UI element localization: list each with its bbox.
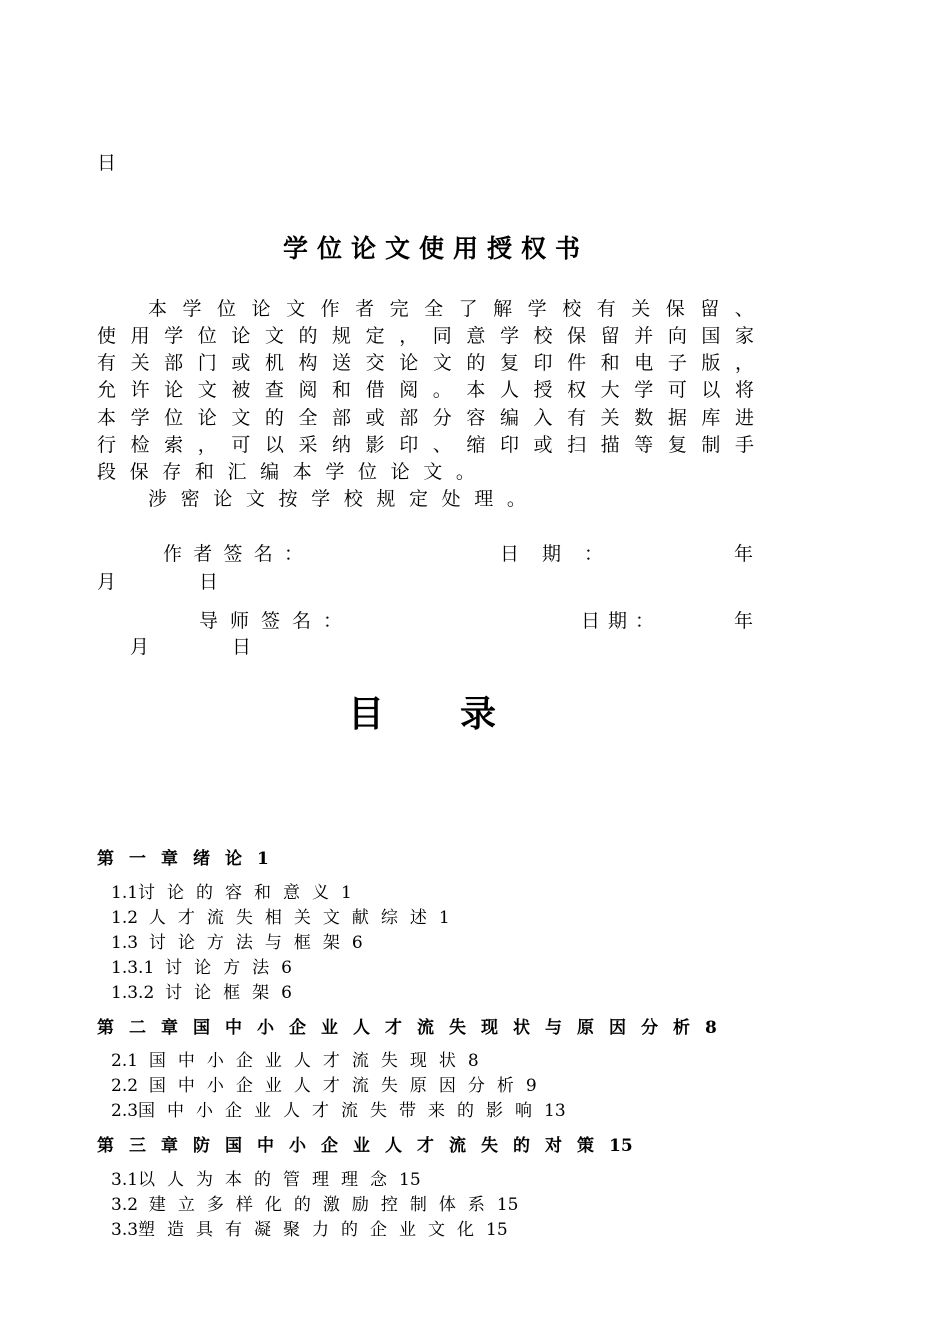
toc-entry-3-2[interactable] xyxy=(111,1190,519,1215)
toc-entry-title: 讨论框架 xyxy=(165,983,282,1003)
toc-entry-number: 2.3 xyxy=(111,1101,139,1121)
toc-entry-page: 6 xyxy=(281,983,292,1003)
toc-entry-number: 2.1 xyxy=(111,1051,139,1071)
advisor-date-label: 日 期 ： xyxy=(581,610,654,632)
toc-entry-title: 国中小企业人才流失带来的影响 xyxy=(138,1101,545,1121)
author-date-label: 日 期 ： xyxy=(500,543,603,565)
auth-line-1: 本 学 位 论 文 作 者 完 全 了 解 学 校 有 关 保 留 、 xyxy=(148,298,754,320)
toc-entry-page: 15 xyxy=(399,1170,421,1190)
toc-chapter-1[interactable] xyxy=(97,844,269,869)
toc-entry-page: 13 xyxy=(544,1101,566,1121)
advisor-year-label: 年 xyxy=(734,610,754,632)
toc-chapter-title: 第一章绪论 xyxy=(97,849,257,869)
toc-entry-number: 1.1 xyxy=(111,883,139,903)
toc-entry-2-1[interactable] xyxy=(111,1046,479,1071)
toc-entry-title: 建立多样化的激励控制体系 xyxy=(148,1195,497,1215)
authorization-title: 学位论文使用授权书 xyxy=(283,234,590,263)
toc-entry-page: 6 xyxy=(281,958,292,978)
toc-entry-number: 3.1 xyxy=(111,1170,139,1190)
toc-entry-page: 1 xyxy=(438,908,450,928)
secret-note: 涉 密 论 文 按 学 校 规 定 处 理 。 xyxy=(148,488,526,510)
toc-entry-title: 讨论方法 xyxy=(165,958,282,978)
toc-entry-number: 1.3 xyxy=(111,933,139,953)
toc-chapter-title: 第二章国中小企业人才流失现状与原因分析 xyxy=(97,1018,705,1038)
advisor-day-label: 日 xyxy=(232,636,252,658)
auth-line-3: 有 关 部 门 或 机 构 送 交 论 文 的 复 印 件 和 电 子 版 ， xyxy=(97,352,754,374)
toc-title: 目录 xyxy=(348,693,573,735)
auth-line-2: 使 用 学 位 论 文 的 规 定 ， 同 意 学 校 保 留 并 向 国 家 xyxy=(97,325,754,347)
toc-entry-1-3[interactable] xyxy=(111,928,363,953)
toc-entry-title: 人才流失相关文献综述 xyxy=(148,908,439,928)
toc-entry-1-3-2[interactable] xyxy=(111,978,292,1003)
toc-entry-page: 15 xyxy=(486,1220,508,1240)
toc-entry-title: 讨论的容和意义 xyxy=(138,883,342,903)
toc-entry-title: 国中小企业人才流失现状 xyxy=(148,1051,468,1071)
toc-entry-number: 1.2 xyxy=(111,908,139,928)
toc-chapter-3[interactable] xyxy=(97,1131,633,1156)
toc-entry-1-3-1[interactable] xyxy=(111,953,292,978)
advisor-signature-label: 导 师 签 名 ： xyxy=(199,610,342,632)
author-month-label: 月 xyxy=(97,571,117,593)
auth-line-4: 允 许 论 文 被 查 阅 和 借 阅 。 本 人 授 权 大 学 可 以 将 xyxy=(97,379,754,401)
toc-entry-page: 6 xyxy=(351,933,363,953)
toc-entry-title: 塑造具有凝聚力的企业文化 xyxy=(138,1220,487,1240)
toc-entry-1-2[interactable] xyxy=(111,903,450,928)
auth-line-6: 行 检 索 ， 可 以 采 纳 影 印 、 缩 印 或 扫 描 等 复 制 手 xyxy=(97,434,754,456)
toc-entry-number: 3.2 xyxy=(111,1195,139,1215)
toc-entry-title: 以人为本的管理理念 xyxy=(138,1170,400,1190)
toc-entry-page: 9 xyxy=(525,1076,537,1096)
author-year-label: 年 xyxy=(734,543,754,565)
toc-chapter-page: 8 xyxy=(705,1018,717,1038)
toc-chapter-page: 15 xyxy=(609,1136,633,1156)
auth-line-7: 段 保 存 和 汇 编 本 学 位 论 文 。 xyxy=(97,461,475,483)
toc-entry-page: 8 xyxy=(467,1051,479,1071)
toc-entry-title: 国中小企业人才流失原因分析 xyxy=(148,1076,526,1096)
page-fragment-day: 日 xyxy=(97,152,117,174)
toc-entry-number: 1.3.1 xyxy=(111,958,155,978)
toc-entry-page: 15 xyxy=(496,1195,519,1215)
toc-entry-2-2[interactable] xyxy=(111,1071,537,1096)
toc-entry-1-1[interactable] xyxy=(111,878,352,903)
author-signature-label: 作 者 签 名 ： xyxy=(163,543,303,565)
toc-chapter-2[interactable] xyxy=(97,1013,717,1038)
toc-entry-number: 1.3.2 xyxy=(111,983,155,1003)
toc-entry-3-3[interactable] xyxy=(111,1215,508,1240)
toc-entry-2-3[interactable] xyxy=(111,1096,566,1121)
advisor-month-label: 月 xyxy=(130,636,150,658)
toc-entry-number: 2.2 xyxy=(111,1076,139,1096)
toc-entry-title: 讨论方法与框架 xyxy=(148,933,352,953)
toc-chapter-title: 第三章防国中小企业人才流失的对策 xyxy=(97,1136,609,1156)
toc-entry-3-1[interactable] xyxy=(111,1165,421,1190)
toc-entry-number: 3.3 xyxy=(111,1220,139,1240)
auth-line-5: 本 学 位 论 文 的 全 部 或 部 分 容 编 入 有 关 数 据 库 进 xyxy=(97,407,754,429)
toc-chapter-page: 1 xyxy=(257,849,269,869)
toc-entry-page: 1 xyxy=(341,883,352,903)
author-day-label: 日 xyxy=(199,571,219,593)
